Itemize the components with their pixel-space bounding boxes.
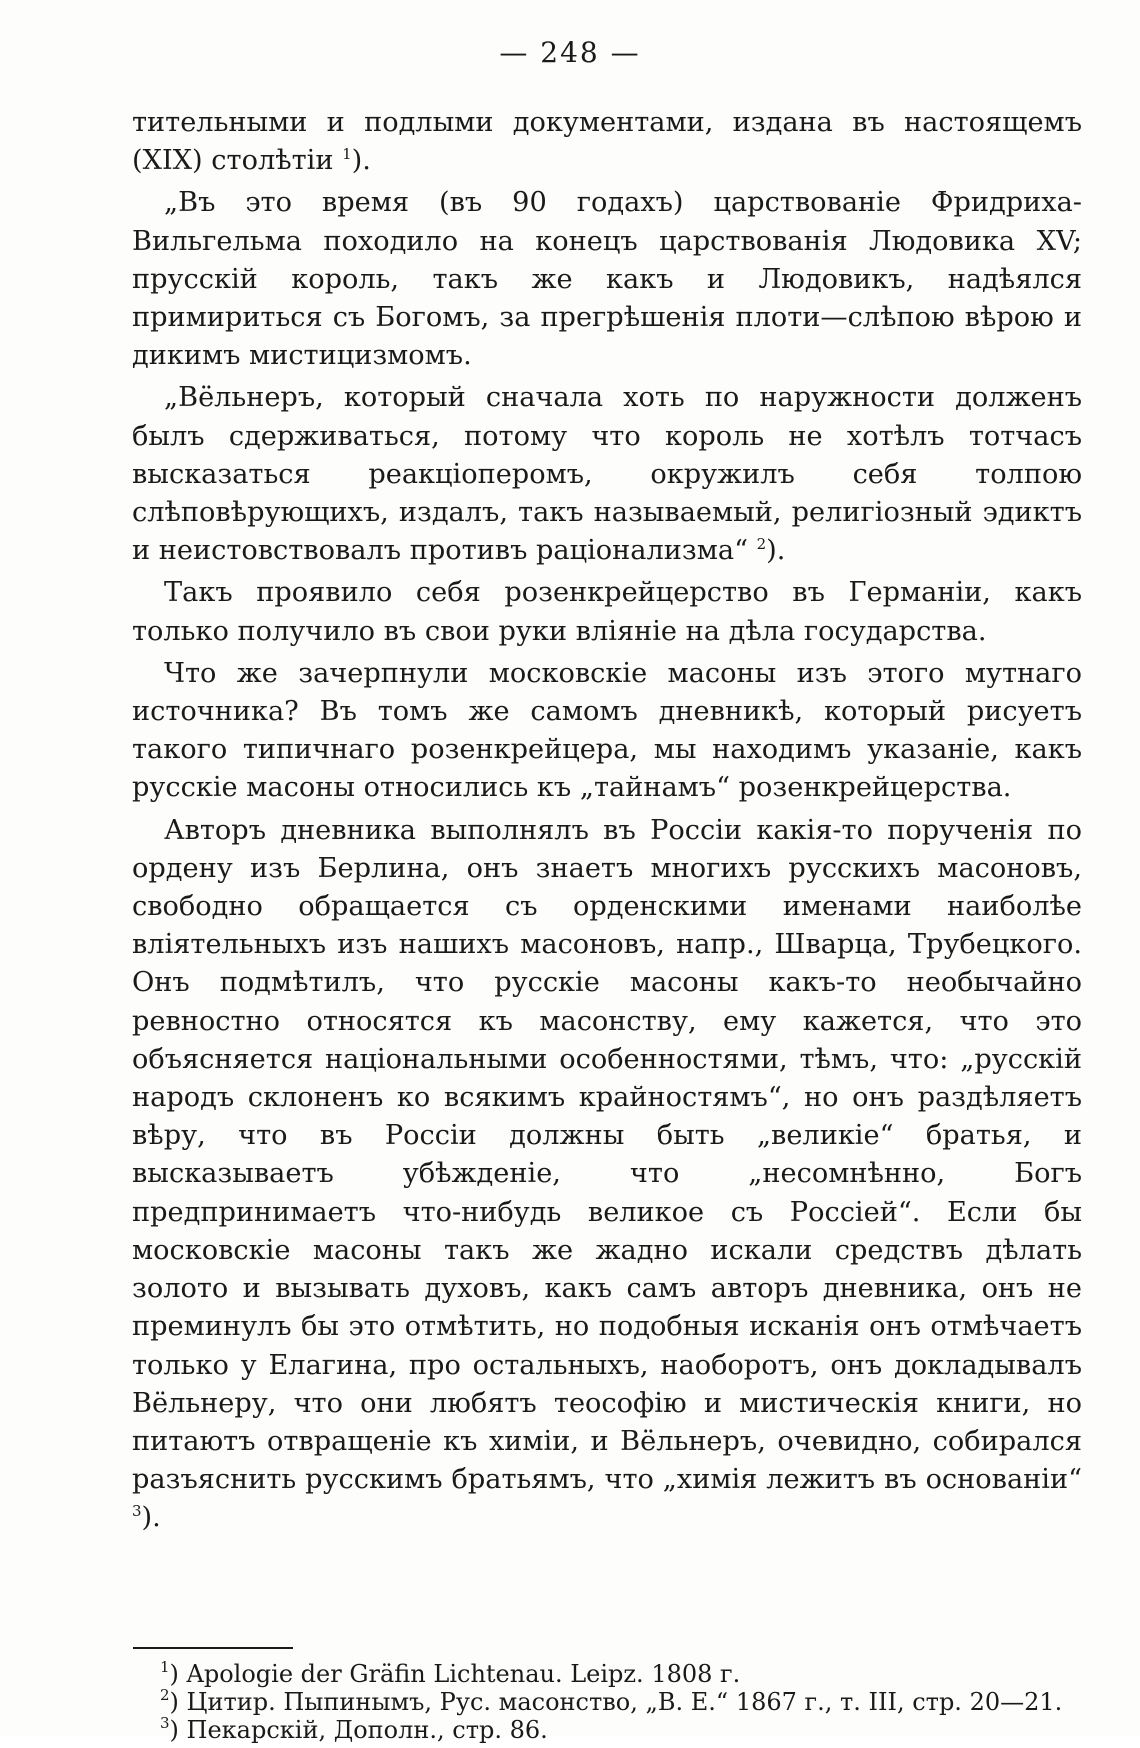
paragraph-text: тительными и подлыми документами, издана въ настоящемъ (XIX) столѣтіи: [132, 107, 1082, 177]
footnote-text: ) Пекарскій, Дополн., стр. 86.: [169, 1716, 548, 1744]
footnote-reference: 2: [756, 535, 767, 554]
footnote-text: ) Цитир. Пыпинымъ, Рус. масонство, „В. Е.“ 1867 г., т. III, стр. 20—21.: [169, 1688, 1063, 1716]
footnote-divider: [133, 1647, 293, 1649]
page-number: — 248 —: [499, 36, 641, 69]
paragraph-text: Что же зачерпнули московскіе масоны изъ этого мутнаго источника? Въ томъ же самомъ дневникѣ, который рисуетъ такого типичнаго розенкрейцера, мы находимъ указаніе, какъ русскіе масоны относились къ „тайнамъ“ розенкрейцерства.: [132, 657, 1082, 804]
paragraph-text: Такъ проявило себя розенкрейцерство въ Германіи, какъ только получило въ свои руки вліяніе на дѣла государства.: [132, 577, 1082, 647]
paragraph: [132, 104, 1082, 180]
footnote-item: [160, 1715, 548, 1748]
footnote-mark: 3: [160, 1714, 170, 1732]
paragraph-text: „Вёльнеръ, который сначала хоть по наружности долженъ былъ сдерживаться, потому что король не хотѣлъ тотчасъ высказаться реакціоперомъ, окружилъ себя толпою слѣповѣрующихъ, издалъ, такъ называемый, религіозный эдиктъ и неистовствовалъ противъ раціонализма“: [132, 382, 1082, 567]
footnote-reference: 3: [132, 1502, 142, 1521]
paragraph: [132, 379, 1082, 570]
body-text: [132, 104, 1082, 1542]
paragraph: [132, 574, 1082, 650]
footnote-text: ) Apologie der Gräfin Lichtenau. Leipz. 1808 г.: [169, 1660, 741, 1688]
paragraph-text: „Въ это время (въ 90 годахъ) царствованіе Фридриха-Вильгельма походило на конецъ царствованія Людовика XV; прусскій король, такъ же какъ и Людовикъ, надѣялся примириться съ Богомъ, за прегрѣшенія плоти—слѣпою вѣрою и дикимъ мистицизмомъ.: [132, 187, 1082, 372]
paragraph-text-tail: ).: [766, 535, 786, 567]
paragraph: [132, 184, 1082, 375]
paragraph: [132, 812, 1082, 1538]
paragraph-text-tail: ).: [351, 145, 371, 177]
footnote-mark: 2: [160, 1686, 170, 1704]
paragraph-text-tail: ).: [141, 1502, 161, 1534]
footnote-mark: 1: [160, 1658, 170, 1676]
paragraph-text: Авторъ дневника выполнялъ въ Россіи какія-то порученія по ордену изъ Берлина, онъ знаетъ многихъ русскихъ масоновъ, свободно обращается съ орденскими именами наиболѣе вліятельныхъ изъ нашихъ масоновъ, напр., Шварца, Трубецкого. Онъ подмѣтилъ, что русскіе масоны какъ-то необычайно ревностно относятся къ масонству, ему кажется, что это объясняется національными особенностями, тѣмъ, что: „русскій народъ склоненъ ко всякимъ крайностямъ“, но онъ раздѣляетъ вѣру, что въ Россіи должны быть „великіе“ братья, и высказываетъ убѣжденіе, что „несомнѣнно, Богъ предпринимаетъ что-нибудь великое съ Россіей“. Если бы московскіе масоны такъ же жадно искали средствъ дѣлать золото и вызывать духовъ, какъ самъ авторъ дневника, онъ не преминулъ бы это отмѣтить, но подобныя исканія онъ отмѣчаетъ только у Елагина, про остальныхъ, наоборотъ, онъ докладывалъ Вёльнеру, что они любятъ теософію и мистическія книги, но питаютъ отвращеніе къ химіи, и Вёльнеръ, очевидно, собирался разъяснить русскимъ братьямъ, что „химія лежитъ въ основаніи“: [132, 814, 1082, 1496]
paragraph: [132, 655, 1082, 808]
footnote-reference: 1: [342, 145, 352, 164]
